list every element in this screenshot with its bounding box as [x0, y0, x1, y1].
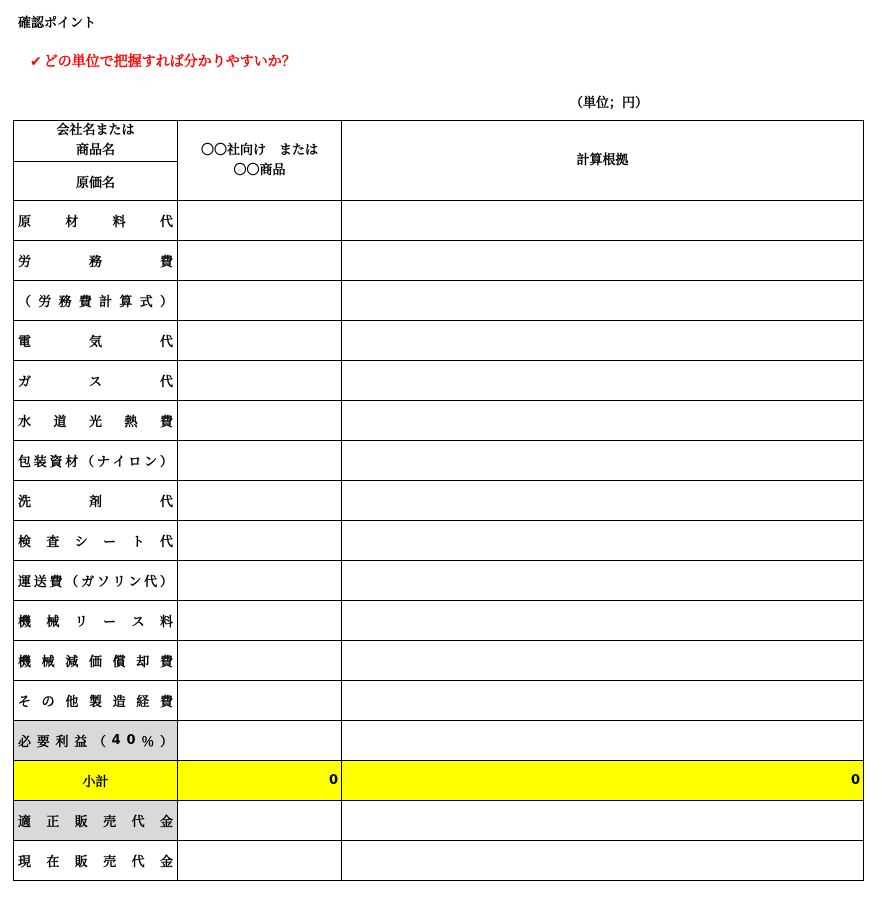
basis-cell[interactable] [342, 601, 864, 641]
label-char: 他 [65, 695, 79, 710]
page-title: 確認ポイント [18, 16, 97, 31]
label-char: 械 [46, 615, 60, 630]
label-char: リ [74, 615, 88, 630]
label-char: 算 [119, 295, 133, 310]
label-char: 電 [18, 335, 32, 350]
label-char: 材 [65, 455, 79, 470]
label-char: の [41, 695, 55, 710]
basis-cell[interactable] [342, 721, 864, 761]
label-char: （ [81, 455, 95, 470]
current-price-value[interactable] [178, 841, 342, 881]
label-char: 費 [159, 655, 173, 670]
label-char: 費 [159, 695, 173, 710]
proper-price-row [14, 801, 864, 841]
label-char: 原 [18, 215, 32, 230]
table-row [14, 241, 864, 281]
table-row [14, 641, 864, 681]
label-char: 0 [126, 733, 136, 748]
label-char: 検 [18, 535, 32, 550]
target-value-cell[interactable] [178, 521, 342, 561]
label-char: 金 [159, 855, 173, 870]
label-char: ） [159, 455, 173, 470]
label-char: 機 [18, 655, 32, 670]
label-char: 洗 [18, 495, 32, 510]
label-char: 代 [131, 815, 145, 830]
header-cost-name: 原価名 [14, 162, 178, 201]
label-char: 要 [36, 735, 50, 750]
basis-cell[interactable] [342, 361, 864, 401]
label-char: 正 [46, 815, 60, 830]
label-char: ン [128, 575, 142, 590]
target-value-cell[interactable] [178, 281, 342, 321]
cost-name-cell [14, 521, 178, 561]
label-char: 現 [18, 855, 32, 870]
target-value-cell[interactable] [178, 401, 342, 441]
subtotal-row [14, 761, 864, 801]
label-char: 却 [136, 655, 150, 670]
subtotal-basis[interactable]: 0 [342, 761, 864, 801]
basis-cell[interactable] [342, 321, 864, 361]
label-char: 機 [18, 615, 32, 630]
proper-price-cell-label [14, 801, 177, 840]
basis-cell[interactable] [342, 281, 864, 321]
label-char: ス [131, 615, 145, 630]
target-value-cell[interactable] [178, 361, 342, 401]
label-char: 価 [88, 655, 102, 670]
label-char: 務 [88, 255, 102, 270]
target-value-cell[interactable] [178, 241, 342, 281]
table-row [14, 201, 864, 241]
cost-name-cell-label [14, 641, 177, 680]
label-char: 代 [131, 855, 145, 870]
cost-name-cell [14, 281, 178, 321]
label-char: 送 [33, 575, 47, 590]
label-char: 包 [18, 455, 32, 470]
label-char: （ [65, 575, 79, 590]
header-company-line2: 商品名 [75, 143, 115, 158]
table-row [14, 441, 864, 481]
target-value-cell[interactable] [178, 441, 342, 481]
label-char: 材 [65, 215, 79, 230]
cost-name-cell-label [14, 561, 177, 600]
cost-name-cell [14, 721, 178, 761]
label-char: 費 [159, 415, 173, 430]
basis-cell[interactable] [342, 201, 864, 241]
current-price-basis[interactable] [342, 841, 864, 881]
label-char: 料 [112, 215, 126, 230]
label-char: 売 [103, 815, 117, 830]
cost-name-cell-label [14, 441, 177, 480]
cost-name-cell [14, 361, 178, 401]
label-char: 装 [33, 455, 47, 470]
label-char: 費 [78, 295, 92, 310]
label-char: 気 [88, 335, 102, 350]
label-char: （ [18, 295, 32, 310]
unit-label: （単位；円） [570, 96, 649, 111]
label-char: 必 [18, 735, 32, 750]
label-char: 道 [53, 415, 67, 430]
cost-name-cell-label [14, 481, 177, 520]
cost-name-cell-label [14, 361, 177, 400]
current-price-cell [14, 841, 178, 881]
header-calculation-basis: 計算根拠 [342, 121, 864, 201]
table-row [14, 321, 864, 361]
label-char: 械 [41, 655, 55, 670]
label-char: 計 [99, 295, 113, 310]
table-row [14, 561, 864, 601]
label-char: 償 [112, 655, 126, 670]
question-text: どの単位で把握すれば分かりやすいか？ [43, 54, 296, 70]
label-char: ナ [96, 455, 110, 470]
proper-price-basis[interactable] [342, 801, 864, 841]
label-char: 代 [159, 535, 173, 550]
header-company-line1: 会社名または [56, 123, 135, 138]
cost-name-cell [14, 201, 178, 241]
target-value-cell[interactable] [178, 481, 342, 521]
cost-name-cell [14, 321, 178, 361]
cost-name-cell-label [14, 601, 177, 640]
label-char: 減 [65, 655, 79, 670]
label-char: 代 [159, 495, 173, 510]
label-char: シ [74, 535, 88, 550]
table-row [14, 481, 864, 521]
proper-price-cell [14, 801, 178, 841]
subtotal-label: 小計 [14, 761, 178, 801]
label-char: 資 [49, 455, 63, 470]
cost-name-cell [14, 441, 178, 481]
label-char: そ [18, 695, 32, 710]
label-char: 料 [159, 615, 173, 630]
cost-name-cell [14, 561, 178, 601]
label-char: 経 [136, 695, 150, 710]
cost-name-cell-label [14, 201, 177, 240]
label-char: 金 [159, 815, 173, 830]
cost-name-cell [14, 401, 178, 441]
target-value-cell[interactable] [178, 561, 342, 601]
basis-cell[interactable] [342, 401, 864, 441]
cost-name-cell-label [14, 241, 177, 280]
label-char: ガ [18, 375, 32, 390]
label-char: ト [131, 535, 145, 550]
cost-name-cell-label [14, 521, 177, 560]
label-char: ％ [141, 735, 155, 750]
table-row [14, 361, 864, 401]
target-value-cell[interactable] [178, 721, 342, 761]
label-char: ） [159, 735, 173, 750]
label-char: 益 [74, 735, 88, 750]
label-char: 代 [159, 375, 173, 390]
target-value-cell[interactable] [178, 601, 342, 641]
basis-cell[interactable] [342, 641, 864, 681]
cost-name-cell [14, 681, 178, 721]
label-char: 労 [18, 255, 32, 270]
label-char: 造 [112, 695, 126, 710]
basis-cell[interactable] [342, 241, 864, 281]
label-char: 適 [18, 815, 32, 830]
proper-price-value[interactable] [178, 801, 342, 841]
current-price-cell-label [14, 841, 177, 880]
basis-cell[interactable] [342, 441, 864, 481]
label-char: 水 [18, 415, 32, 430]
table-row [14, 721, 864, 761]
label-char: ン [144, 455, 158, 470]
label-char: ） [159, 575, 173, 590]
cost-name-cell-label [14, 401, 177, 440]
table-row [14, 521, 864, 561]
table-row [14, 681, 864, 721]
table-row [14, 401, 864, 441]
label-char: ロ [128, 455, 142, 470]
cost-name-cell-label [14, 281, 177, 320]
header-target [178, 121, 342, 201]
label-char: 労 [38, 295, 52, 310]
cost-name-cell-label [14, 721, 177, 760]
label-char: 販 [74, 815, 88, 830]
label-char: 務 [58, 295, 72, 310]
label-char: ソ [96, 575, 110, 590]
cost-name-cell [14, 241, 178, 281]
label-char: 売 [103, 855, 117, 870]
basis-cell[interactable] [342, 481, 864, 521]
subtotal-value[interactable]: 0 [178, 761, 342, 801]
basis-cell[interactable] [342, 521, 864, 561]
label-char: 製 [88, 695, 102, 710]
label-char: （ [92, 735, 106, 750]
basis-cell[interactable] [342, 561, 864, 601]
table-row [14, 601, 864, 641]
cost-name-cell [14, 481, 178, 521]
label-char: 代 [144, 575, 158, 590]
cost-name-cell-label [14, 681, 177, 720]
label-char: ー [103, 615, 117, 630]
label-char: 式 [139, 295, 153, 310]
cost-name-cell [14, 641, 178, 681]
target-value-cell[interactable] [178, 201, 342, 241]
target-value-cell[interactable] [178, 321, 342, 361]
cost-name-cell-label [14, 321, 177, 360]
label-char: 代 [159, 335, 173, 350]
label-char: 在 [46, 855, 60, 870]
target-value-cell[interactable] [178, 641, 342, 681]
header-target-line1: 〇〇社向け または [200, 142, 318, 158]
label-char: リ [112, 575, 126, 590]
label-char: 熱 [124, 415, 138, 430]
header-target-line2: 〇〇商品 [233, 162, 286, 178]
label-char: イ [112, 455, 126, 470]
label-char: 販 [74, 855, 88, 870]
cost-name-cell [14, 601, 178, 641]
target-value-cell[interactable] [178, 681, 342, 721]
table-row [14, 281, 864, 321]
label-char: 運 [18, 575, 32, 590]
header-company-or-product [14, 121, 178, 162]
label-char: 費 [159, 255, 173, 270]
label-char: 4 [111, 733, 121, 748]
label-char: 代 [159, 215, 173, 230]
label-char: 剤 [88, 495, 102, 510]
label-char: 光 [88, 415, 102, 430]
basis-cell[interactable] [342, 681, 864, 721]
label-char: ス [88, 375, 102, 390]
label-char: ） [159, 295, 173, 310]
label-char: ー [103, 535, 117, 550]
cost-table [13, 120, 864, 881]
label-char: 費 [49, 575, 63, 590]
check-question [30, 51, 296, 71]
label-char: ガ [81, 575, 95, 590]
label-char: 査 [46, 535, 60, 550]
current-price-row [14, 841, 864, 881]
checkmark-icon: ✔ [30, 54, 42, 70]
label-char: 利 [55, 735, 69, 750]
